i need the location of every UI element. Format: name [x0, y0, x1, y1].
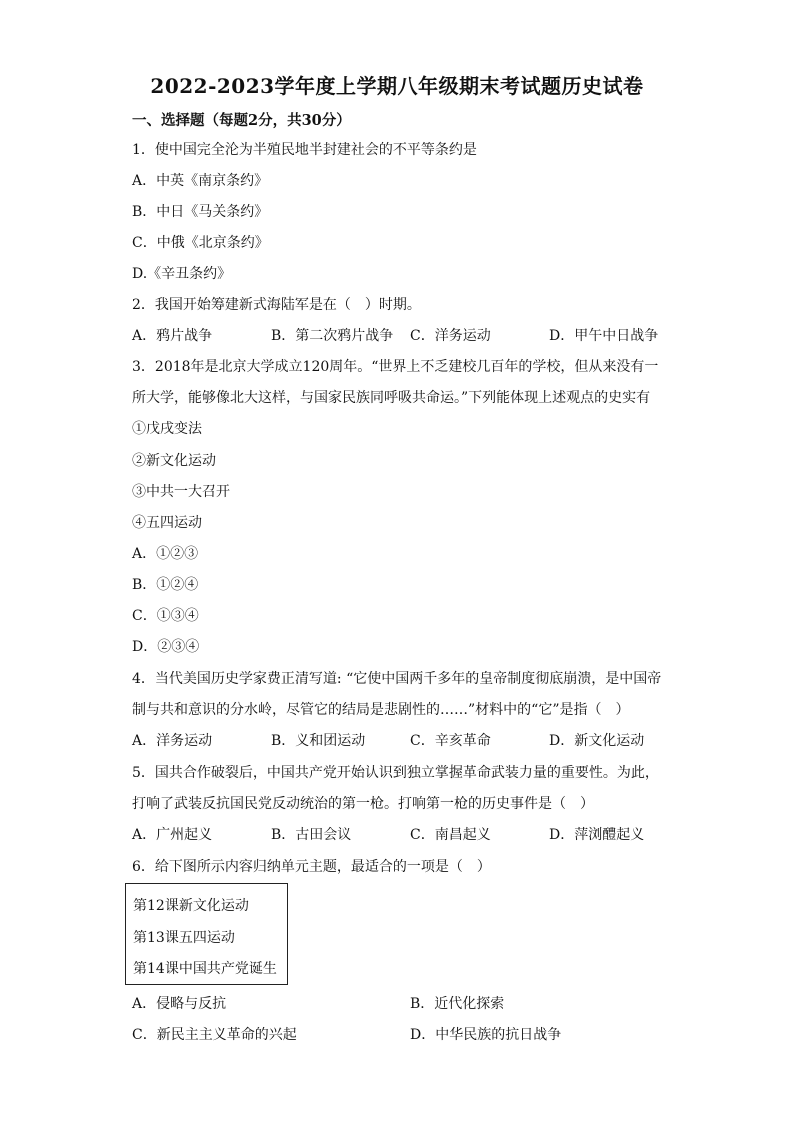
question-5-option-b[interactable]: B．古田会议	[271, 827, 352, 843]
section-heading: 一、选择题（每题2分，共30分）	[132, 112, 351, 129]
question-3-item-1: ①戊戌变法	[132, 421, 202, 437]
question-2-option-c[interactable]: C．洋务运动	[410, 328, 491, 344]
question-3-option-b[interactable]: B．①②④	[132, 577, 199, 593]
question-1-option-b[interactable]: B．中日《马关条约》	[132, 204, 269, 220]
question-6-option-d[interactable]: D．中华民族的抗日战争	[410, 1027, 562, 1043]
question-2-option-d[interactable]: D．甲午中日战争	[549, 328, 659, 344]
question-4-option-c[interactable]: C．辛亥革命	[410, 733, 491, 749]
question-2-stem: 2．我国开始筹建新式海陆军是在（ ）时期。	[132, 297, 421, 313]
question-6-lesson-box	[125, 883, 288, 985]
question-1-option-c[interactable]: C．中俄《北京条约》	[132, 235, 269, 251]
question-1-option-d[interactable]: D.《辛丑条约》	[132, 266, 232, 282]
question-3-stem-line-1: 3．2018年是北京大学成立120周年。“世界上不乏建校几百年的学校，但从来没有一	[132, 359, 659, 375]
question-4-stem-line-1: 4．当代美国历史学家费正清写道: “它使中国两千多年的皇帝制度彻底崩溃，是中国帝	[132, 671, 662, 687]
lesson-box-item-1: 第12课新文化运动	[133, 898, 249, 914]
question-6-stem: 6．给下图所示内容归纳单元主题，最适合的一项是（ ）	[132, 859, 491, 875]
question-4-option-d[interactable]: D．新文化运动	[549, 733, 645, 749]
question-5-stem-line-1: 5．国共合作破裂后，中国共产党开始认识到独立掌握革命武装力量的重要性。为此，	[132, 765, 659, 781]
question-3-stem-line-2: 所大学，能够像北大这样，与国家民族同呼吸共命运。”下列能体现上述观点的史实有	[132, 390, 651, 406]
lesson-box-item-3: 第14课中国共产党诞生	[133, 961, 277, 977]
question-6-option-a[interactable]: A．侵略与反抗	[132, 996, 227, 1012]
question-3-item-2: ②新文化运动	[132, 453, 216, 469]
question-6-option-b[interactable]: B．近代化探索	[410, 996, 505, 1012]
question-1-option-a[interactable]: A．中英《南京条约》	[132, 173, 269, 189]
question-5-option-d[interactable]: D．萍浏醴起义	[549, 827, 645, 843]
question-3-item-4: ④五四运动	[132, 515, 202, 531]
page-title: 2022-2023学年度上学期八年级期末考试题历史试卷	[150, 74, 644, 98]
question-2-option-b[interactable]: B．第二次鸦片战争	[271, 328, 394, 344]
question-5-option-a[interactable]: A．广州起义	[132, 827, 213, 843]
question-4-option-a[interactable]: A．洋务运动	[132, 733, 213, 749]
question-4-stem-line-2: 制与共和意识的分水岭，尽管它的结局是悲剧性的……”材料中的“它”是指（ ）	[132, 702, 630, 718]
question-1-stem: 1．使中国完全沦为半殖民地半封建社会的不平等条约是	[132, 142, 477, 158]
question-5-option-c[interactable]: C．南昌起义	[410, 827, 491, 843]
question-5-stem-line-2: 打响了武装反抗国民党反动统治的第一枪。打响第一枪的历史事件是（ ）	[132, 796, 594, 812]
question-3-option-a[interactable]: A．①②③	[132, 546, 199, 562]
lesson-box-item-2: 第13课五四运动	[133, 930, 235, 946]
question-3-option-c[interactable]: C．①③④	[132, 608, 199, 624]
question-2-option-a[interactable]: A．鸦片战争	[132, 328, 213, 344]
question-3-item-3: ③中共一大召开	[132, 484, 230, 500]
question-3-option-d[interactable]: D．②③④	[132, 639, 200, 655]
question-4-option-b[interactable]: B．义和团运动	[271, 733, 366, 749]
question-6-option-c[interactable]: C．新民主主义革命的兴起	[132, 1027, 297, 1043]
